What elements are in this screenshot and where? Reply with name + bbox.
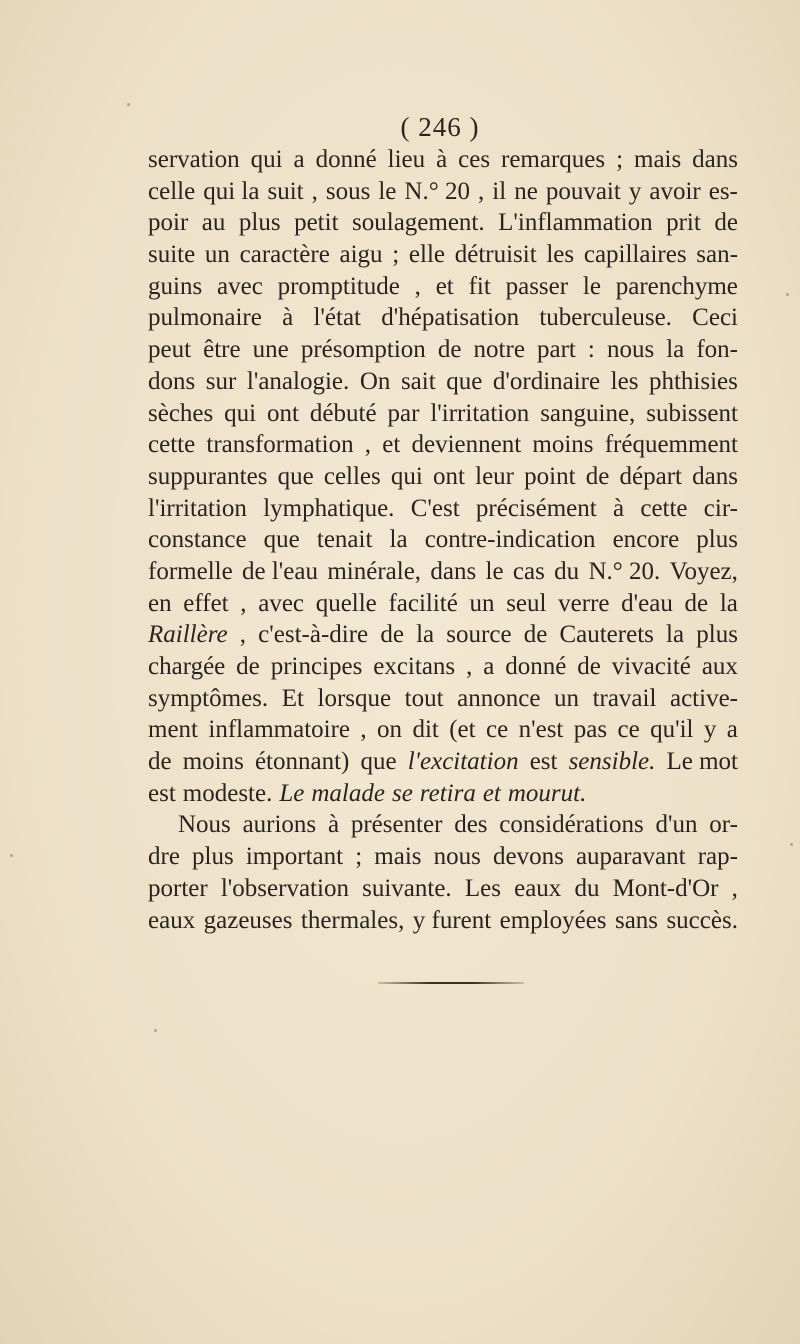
word: a — [293, 146, 305, 173]
word: aigu — [339, 241, 383, 269]
word: important — [245, 843, 344, 871]
word: de — [236, 653, 260, 680]
word: sous — [325, 177, 371, 205]
word: thermales, — [300, 906, 405, 934]
word: ; — [392, 241, 400, 269]
word: ce — [486, 716, 509, 744]
paper-speck — [10, 854, 13, 857]
word: auparavant — [575, 843, 686, 871]
word: L'inflammation — [498, 209, 653, 237]
paper-speck — [786, 293, 789, 296]
word: contre-indication — [424, 526, 596, 554]
word: ont — [433, 462, 465, 490]
text-line — [148, 429, 738, 461]
word: le — [582, 272, 601, 300]
word: , — [731, 874, 738, 902]
word: ont — [267, 399, 299, 427]
text-line — [148, 683, 738, 715]
word: aurions — [242, 811, 317, 839]
word: , — [466, 653, 473, 680]
word: un — [469, 589, 495, 617]
word: cas — [512, 557, 545, 585]
word: un — [204, 241, 230, 269]
word: cette — [640, 494, 688, 522]
word: Raillère — [148, 621, 228, 649]
word: du — [574, 874, 600, 902]
word: l'état — [313, 304, 362, 332]
text-line — [148, 461, 738, 493]
word: qu'il — [650, 716, 694, 744]
word: : — [587, 336, 595, 364]
word: promptitude — [277, 272, 400, 300]
word: un — [554, 684, 579, 712]
word: de — [380, 621, 404, 649]
word: porter — [148, 874, 208, 902]
word: dans — [692, 146, 738, 173]
word: (et — [449, 716, 476, 744]
word: On — [359, 367, 391, 395]
word: facilité — [388, 589, 458, 617]
word: qui — [390, 462, 423, 490]
word: qui la — [203, 177, 260, 205]
text-line — [148, 271, 738, 303]
text-line — [148, 239, 738, 271]
word: or- — [709, 811, 738, 839]
word: c'est-à-dire — [258, 621, 369, 649]
word: , — [360, 716, 367, 744]
word: avec — [258, 589, 305, 617]
word: une — [252, 336, 289, 364]
word: de — [714, 209, 738, 237]
paper-speck — [127, 103, 130, 106]
word: chargée — [148, 653, 226, 680]
word: parenchyme — [615, 272, 738, 300]
word: N.° 20 — [404, 177, 470, 205]
word: lymphatique. — [263, 494, 395, 522]
word: l'irritation — [430, 399, 530, 427]
word: qui — [250, 146, 283, 173]
word: en — [148, 589, 172, 617]
word: caractère — [239, 241, 330, 269]
word: d'eau — [621, 589, 673, 617]
word: subissent — [646, 399, 738, 427]
word: pulmonaire — [148, 304, 262, 332]
word: considérations — [499, 811, 644, 839]
word: elle — [408, 241, 446, 269]
word: pas — [573, 716, 608, 744]
word: donné — [315, 146, 377, 173]
word: débuté — [309, 399, 377, 427]
word: d'un — [655, 811, 698, 839]
word: que — [277, 462, 314, 490]
word: y furent — [412, 906, 492, 934]
word: la — [416, 621, 435, 649]
word: tout — [404, 684, 444, 712]
text-line — [148, 588, 738, 620]
word: suppurantes — [148, 462, 268, 490]
word: fit — [468, 272, 491, 300]
word: , — [364, 431, 372, 459]
text-line — [148, 144, 738, 176]
text-line — [148, 905, 738, 937]
word: ce — [617, 716, 640, 744]
word: quelle — [315, 589, 377, 617]
text-line — [148, 556, 738, 588]
word: part — [536, 336, 576, 364]
word: poir — [148, 209, 189, 237]
word: vivacité — [611, 653, 691, 680]
word: celle — [148, 177, 196, 205]
word: est — [148, 779, 176, 807]
word: mourut. — [507, 779, 587, 807]
word: des — [454, 811, 488, 839]
word: à — [436, 146, 448, 173]
page-number: ( 246 ) — [400, 112, 480, 142]
word: nous — [606, 336, 655, 364]
word: de — [523, 621, 548, 649]
word: fon- — [696, 336, 738, 364]
word: transformation — [206, 431, 354, 459]
word: est — [529, 748, 558, 776]
word: suit — [267, 177, 304, 205]
word: , — [240, 589, 247, 617]
word: capillaires — [583, 241, 687, 269]
word: moins — [182, 748, 244, 776]
word: avec — [217, 272, 263, 300]
word: ment — [148, 716, 198, 744]
word: et — [482, 779, 501, 807]
word: , — [311, 177, 318, 205]
word: d'hépatisation — [381, 304, 520, 332]
word: dit — [412, 716, 439, 744]
word: à — [282, 304, 294, 332]
word: au — [201, 209, 226, 237]
word: prit — [666, 209, 701, 237]
word: être — [203, 336, 241, 364]
word: a — [483, 653, 495, 680]
word: malade — [311, 779, 385, 807]
word: soulagement. — [352, 209, 485, 237]
word: employées — [499, 906, 607, 934]
word: eaux — [148, 906, 196, 934]
word: servation — [148, 146, 240, 173]
word: Ceci — [692, 304, 738, 332]
word: tuberculeuse. — [539, 304, 672, 332]
word: C'est — [410, 494, 460, 522]
word: san- — [696, 241, 738, 269]
word: présomption — [300, 336, 426, 364]
word: leur — [475, 462, 515, 490]
word: d'ordinaire — [492, 367, 601, 395]
word: retira — [419, 779, 476, 807]
word: il — [492, 177, 507, 205]
text-line — [148, 176, 738, 208]
word: à — [327, 811, 340, 839]
word: le — [378, 177, 397, 205]
word: mais — [634, 146, 682, 173]
word: dre — [148, 843, 180, 871]
word: la — [666, 336, 685, 364]
word: N.° 20. — [588, 557, 661, 585]
word: Nous — [178, 811, 231, 839]
word: Le — [279, 779, 305, 807]
word: ; — [616, 146, 624, 173]
word: succès. — [666, 906, 738, 934]
word: y — [703, 716, 717, 744]
text-line — [148, 207, 738, 239]
word: Les — [464, 874, 501, 902]
word: l'excitation — [407, 748, 519, 776]
word: les — [546, 241, 575, 269]
text-line — [148, 366, 738, 398]
word: l'irritation — [148, 494, 247, 522]
word: de — [585, 462, 610, 490]
word: annonce — [457, 684, 541, 712]
word: que — [360, 748, 397, 776]
word: suite — [148, 241, 196, 269]
word: étonnant) — [254, 748, 350, 776]
text-line — [148, 778, 738, 810]
word: avoir — [649, 177, 701, 205]
word: celles — [323, 462, 381, 490]
word: donné — [505, 653, 567, 680]
word: a — [726, 716, 738, 744]
word: dans — [430, 557, 477, 585]
word: plus — [696, 621, 738, 649]
text-line — [148, 651, 738, 683]
word: présenter — [350, 811, 443, 839]
word: n'est — [518, 716, 564, 744]
word: Mont-d'Or — [612, 874, 719, 902]
word: par — [387, 399, 420, 427]
word: pouvait — [545, 177, 621, 205]
word: Voyez, — [669, 557, 738, 585]
word: , — [478, 177, 485, 205]
word: détruisit — [454, 241, 537, 269]
word: l'analogie. — [246, 367, 350, 395]
word: de — [577, 653, 601, 680]
word: se — [391, 779, 413, 807]
word: et — [382, 431, 401, 459]
paper-speck — [790, 843, 793, 846]
word: phthisies — [648, 367, 738, 395]
word: qui — [224, 399, 257, 427]
word: et — [435, 272, 454, 300]
word: Cauterets — [559, 621, 654, 649]
word: plus — [696, 526, 738, 554]
word: symptômes. — [148, 684, 269, 712]
body-text — [148, 144, 738, 936]
word: départ — [619, 462, 682, 490]
word: que — [263, 526, 300, 554]
word: de — [148, 748, 172, 776]
word: y — [628, 177, 642, 205]
word: encore — [612, 526, 680, 554]
word: seul — [506, 589, 547, 617]
word: es- — [708, 177, 738, 205]
word: la — [666, 621, 685, 649]
word: guins — [148, 272, 203, 300]
word: nous — [433, 843, 481, 871]
text-line — [148, 619, 738, 651]
word: eaux — [514, 874, 562, 902]
word: la — [719, 589, 738, 617]
text-line — [148, 746, 738, 778]
word: principes — [270, 653, 363, 680]
word: suivante. — [362, 874, 452, 902]
word: Le mot — [666, 748, 738, 776]
word: sur — [205, 367, 237, 395]
word: rap- — [697, 843, 738, 871]
word: cette — [148, 431, 196, 459]
text-line — [148, 302, 738, 334]
text-line — [148, 398, 738, 430]
word: aux — [701, 653, 738, 680]
word: sanguine, — [540, 399, 636, 427]
word: constance — [148, 526, 247, 554]
text-line — [148, 873, 738, 905]
word: on — [377, 716, 403, 744]
word: , — [414, 272, 421, 300]
word: sensible. — [568, 748, 656, 776]
word: deviennent — [411, 431, 522, 459]
word: de l'eau — [242, 557, 319, 585]
word: l'observation — [220, 874, 349, 902]
word: passer — [505, 272, 569, 300]
word: la — [389, 526, 408, 554]
word: précisément — [475, 494, 597, 522]
word: point — [524, 462, 576, 490]
text-line — [148, 493, 738, 525]
word: ; — [355, 843, 363, 871]
word: cir- — [703, 494, 738, 522]
word: les — [610, 367, 639, 395]
word: plus — [192, 843, 234, 871]
word: inflammatoire — [208, 716, 351, 744]
word: source — [446, 621, 512, 649]
word: excitans — [373, 653, 456, 680]
word: notre — [473, 336, 525, 364]
word: sèches — [148, 399, 214, 427]
text-line — [148, 714, 738, 746]
word: effet — [183, 589, 229, 617]
word: dons — [148, 367, 196, 395]
word: le — [485, 557, 504, 585]
section-divider — [378, 982, 524, 984]
word: travail — [592, 684, 657, 712]
word: moins — [532, 431, 594, 459]
word: à — [612, 494, 625, 522]
word: plus — [238, 209, 281, 237]
word: fréquemment — [604, 431, 738, 459]
word: modeste. — [182, 779, 273, 807]
word: devons — [492, 843, 564, 871]
text-line — [148, 524, 738, 556]
word: remarques — [501, 146, 606, 173]
word: que — [446, 367, 483, 395]
text-line — [148, 841, 738, 873]
word: lorsque — [317, 684, 392, 712]
word: active- — [669, 684, 738, 712]
word: du — [554, 557, 580, 585]
word: minérale, — [327, 557, 422, 585]
word: tenait — [316, 526, 373, 554]
word: dans — [692, 462, 738, 490]
word: formelle — [148, 557, 233, 585]
word: sait — [400, 367, 436, 395]
text-line — [148, 809, 738, 841]
word: ne — [514, 177, 538, 205]
paper-speck — [154, 1029, 157, 1032]
word: , — [239, 621, 247, 649]
word: sans — [614, 906, 659, 934]
word: Et — [281, 684, 304, 712]
word: de — [437, 336, 462, 364]
word: petit — [294, 209, 339, 237]
word: gazeuses — [203, 906, 293, 934]
word: verre — [558, 589, 610, 617]
word: ces — [458, 146, 491, 173]
word: lieu — [387, 146, 426, 173]
word: de — [684, 589, 709, 617]
word: mais — [374, 843, 422, 871]
text-line — [148, 334, 738, 366]
word: peut — [148, 336, 192, 364]
